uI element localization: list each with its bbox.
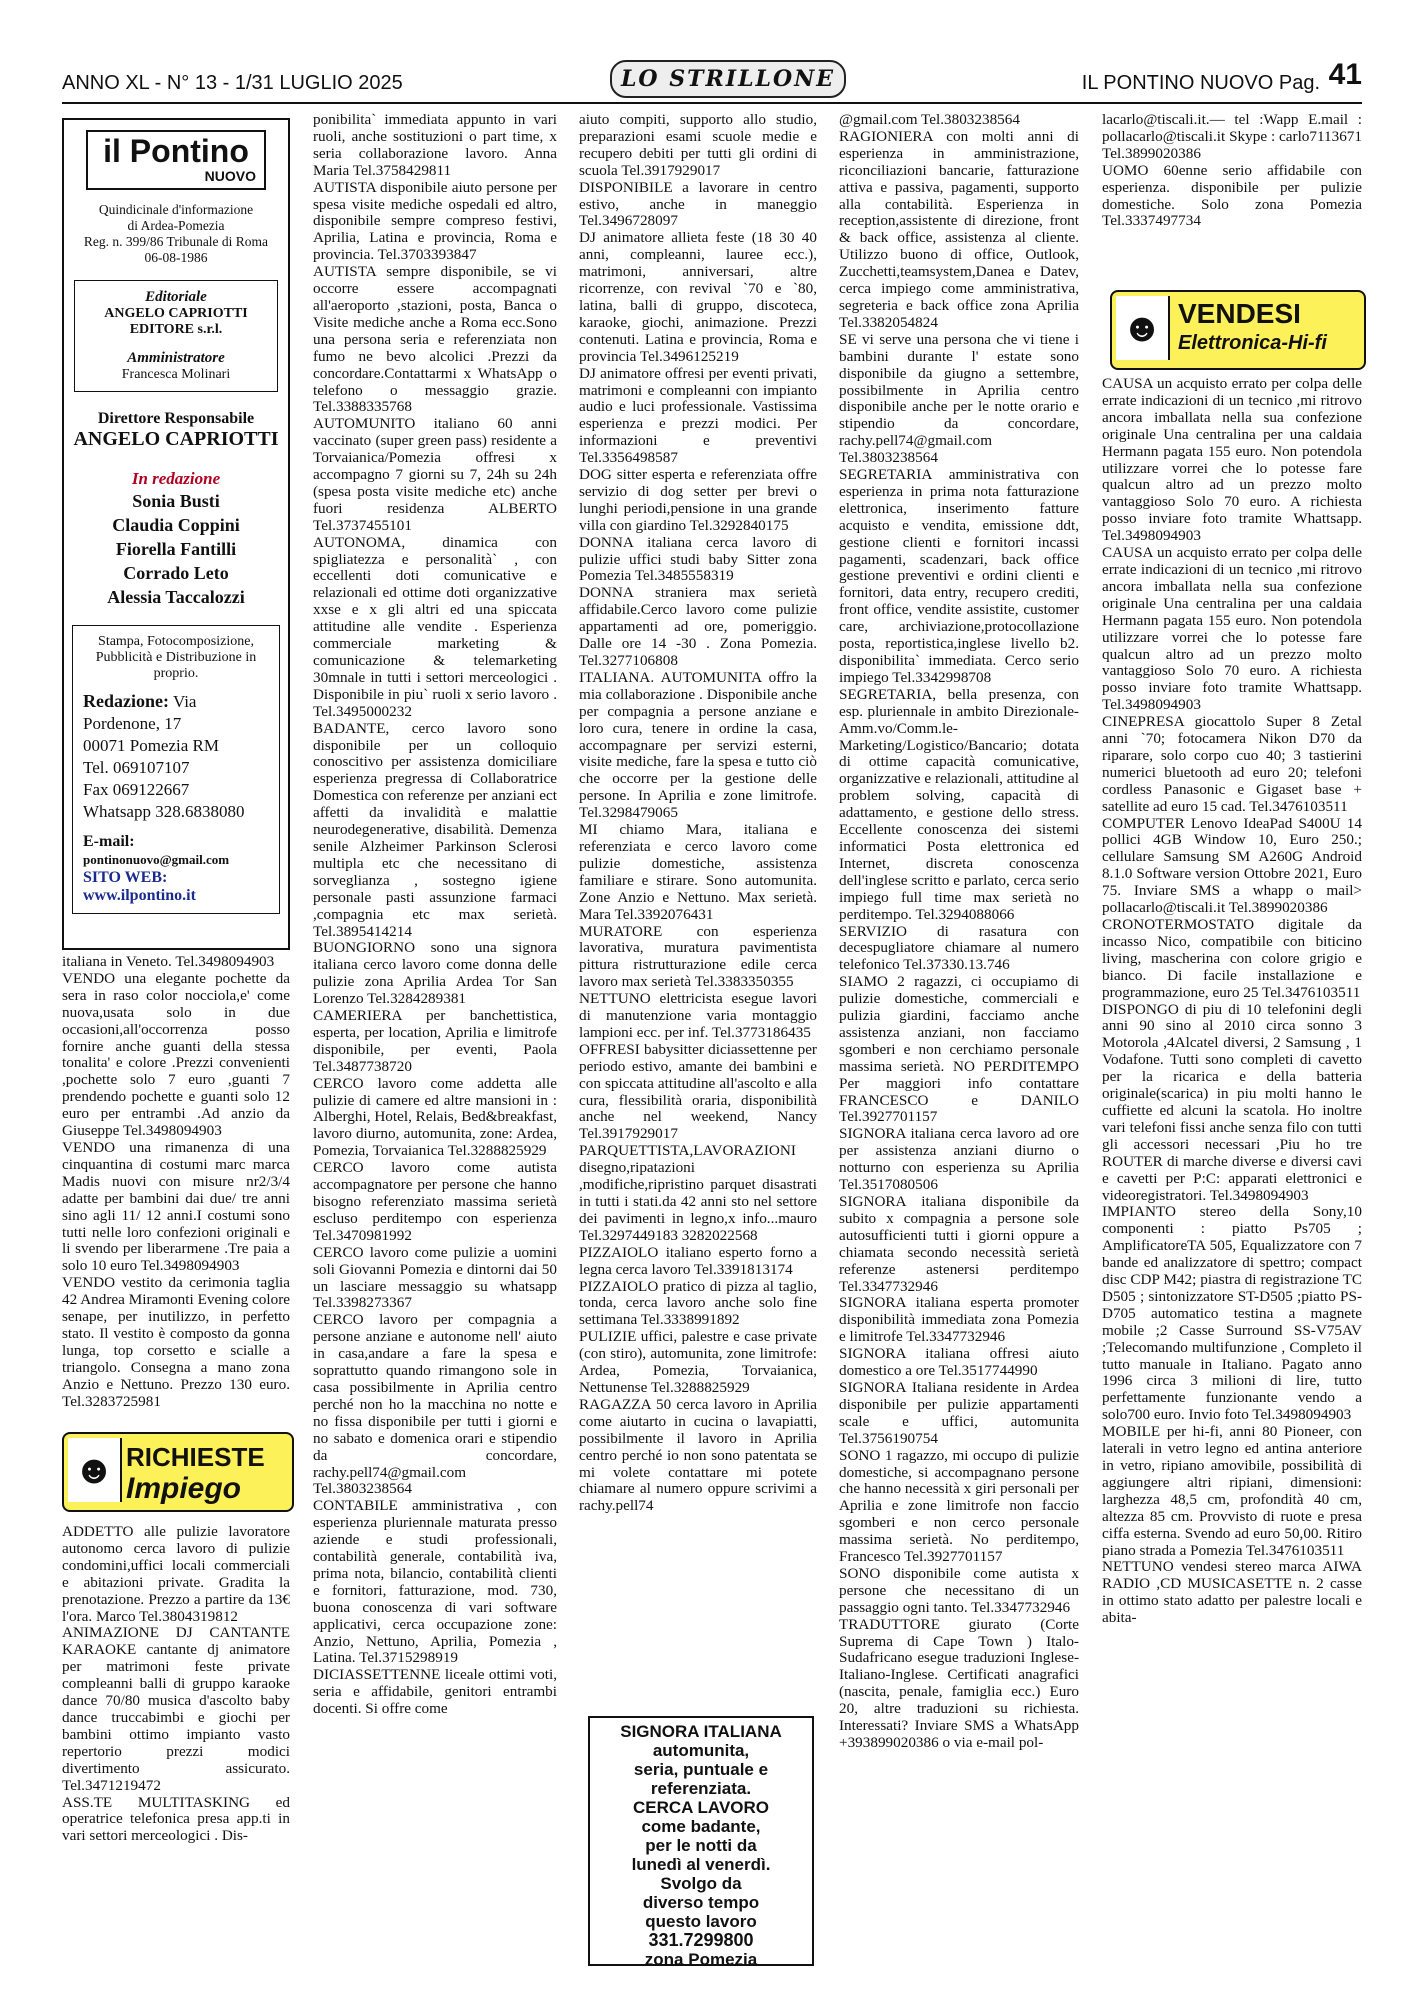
classified-ad: DISPONIBILE a lavorare in centro estivo, anche in maneggio Tel.3496728097	[579, 178, 817, 230]
masthead-box	[62, 118, 290, 950]
column-4	[839, 112, 1079, 1752]
classified-ad: italiana in Veneto. Tel.3498094903	[62, 953, 275, 970]
classified-ad: DONNA italiana cerca lavoro di pulizie uffici studi baby Sitter zona Pomezia Tel.3485558319	[579, 533, 817, 585]
classified-ad: ponibilita` immediata appunto in vari ruoli, anche sostituzioni o part time, x seria collaborazione lavoro. Anna Maria Tel.3758429811	[313, 111, 557, 179]
classified-ad: OFFRESI babysitter diciassettenne per periodo estivo, amante dei bambini e con spiccata attitudine all'ascolto e alla cura, flessibilità oraria, disponibilità anche nel weekend, Nancy Tel.3917929017	[579, 1040, 817, 1143]
badge-subtitle: Elettronica-Hi-fi	[1178, 332, 1327, 354]
editorial-box	[74, 280, 278, 392]
classified-ad: @gmail.com Tel.3803238564	[839, 111, 1020, 128]
column-2	[313, 112, 557, 1718]
column-5	[1102, 112, 1362, 230]
classified-ad: MURATORE con esperienza lavorativa, muratura pavimentista pittura ristrutturazione edile cerca lavoro max serietà Tel.3383350355	[579, 922, 817, 991]
classified-ad: COMPUTER Lenovo IdeaPad S400U 14 pollici 4GB Window 10, Euro 250.; cellulare Samsung SM A260G Android 8.1.0 Software version Ottobre 2021, Euro 75. Inviare SMS a whapp o mail> pollacarlo@tiscali.it Tel.3899020386	[1102, 814, 1362, 917]
classified-ad: AUTONOMA, dinamica con spigliatezza e personalità` , con eccellenti doti comunicative e relazionali ed ottime doti organizzative xxse e x gli altri ed una spiccata attitudine alle vendite . Esperienza commerciale marketing & comunicazione & telemarketing 30mnale in tutti i settori merceologici . Disponibile in piu` ruoli x serio lavoro . Tel.3495000232	[313, 533, 557, 720]
classified-ad: DISPONGO di piu di 10 telefonini degli anni 90 sino al 2010 circa sonno 3 Motorola ,4Alcatel diversi, 2 Samsung , 1 Vodafone. Tutti sono completi di cavetto per la ricarica e della batteria originale(scarica) in piu molti hanno le cuffiette ed alcuni la scatola. Ho inoltre vari telefoni fissi anche senza filo con tutti gli accessori necessari ,Piu ho tre ROUTER di marche diverse e diversi cavi e cavetti per P:C: apparati elettronici e videoregistratori. Tel.3498094903	[1102, 1000, 1362, 1204]
page-number: 41	[1328, 58, 1362, 91]
classified-ad: CERCO lavoro come pulizie a uomini soli Giovanni Pomezia e dintorni dai 50 un lasciare messaggio su whatsapp Tel.3398273367	[313, 1243, 557, 1312]
staff-list	[64, 489, 288, 609]
editoriale-name: ANGELO CAPRIOTTI EDITORE s.r.l.	[104, 306, 248, 337]
ad-line: diverso tempo	[642, 1893, 760, 1912]
classified-ad: DICIASSETTENNE liceale ottimi voti, seria e affidabile, genitori entrambi docenti. Si offre come	[313, 1666, 557, 1718]
redazione-addr: Via Pordenone, 17	[83, 692, 197, 733]
staff-name: Corrado Leto	[123, 563, 229, 583]
lo-strillone-logo: LO STRILLONE	[610, 60, 846, 98]
direttore-label: Direttore Responsabile	[97, 410, 255, 427]
masthead-title-main: il Pontino	[103, 133, 249, 169]
masthead-title	[86, 130, 266, 190]
classified-ad: PARQUETTISTA,LAVORAZIONI disegno,ripatazioni ,modifiche,ripristino parquet disastrati in tutti i stati.da 42 anni sto nel settore dei pavimenti in legno,x info...mauro Tel.3297449183 3282022568	[579, 1142, 817, 1244]
classified-ad: AUTISTA sempre disponibile, se vi occorre essere accompagnati all'aeroporto ,stazioni, posta, Banca o Visite mediche anche a Roma ecc.Sono una persona seria e referenziata non fumo ne bevo alcolici .Prezzi da concordare.Contattarmi x WhatsApp o telefono o messaggio grazie. Tel.3388335768	[313, 263, 557, 416]
classified-ad: CINEPRESA giocattolo Super 8 Zetal anni `70; fotocamera Nikon D70 da riparare, solo corpo cuo 40; 3 tastierini numerici bluetooth ad euro 20; telefoni cordless Panasonic e Gigaset base + satellite ad euro 15 cad. Tel.3476103511	[1102, 713, 1362, 815]
info-line: Reg. n. 399/86 Tribunale di Roma	[83, 234, 269, 249]
classified-ad: aiuto compiti, supporto allo studio, preparazioni esami scuole medie e recupero debiti per tutti gli ordini di scuola Tel.3917929017	[579, 111, 817, 179]
classified-ad: VENDO una elegante pochette da sera in raso color nocciola,e' come nuova,usata solo in due occasioni,all'occorrenza posso fornire anche guanti della stessa tonalita' e colore .Prezzi convenienti ,pochette solo 7 euro ,guanti 7 prendendo pochette e guanti solo 12 euro per entrambi .Ad anzio da Giuseppe Tel.3498094903	[62, 969, 290, 1140]
column-1	[62, 954, 290, 1410]
info-line: di Ardea-Pomezia	[127, 218, 225, 233]
staff-name: Fiorella Fantilli	[115, 539, 237, 559]
direttore-name: ANGELO CAPRIOTTI	[73, 428, 279, 450]
classified-ad: ADDETTO alle pulizie lavoratore autonomo cerca lavoro di pulizie condomini,uffici locali commerciali e abitazioni private. Gradita la prenotazione. Prezzo a partire da 13€ l'ora. Marco Tel.3804319812	[62, 1523, 290, 1625]
ad-line: questo lavoro	[645, 1912, 757, 1931]
classified-ad: SIGNORA italiana cerca lavoro ad ore per assistenza anziani diurno o notturno con esperienza su Aprilia Tel.3517080506	[839, 1125, 1079, 1194]
staff-name: Sonia Busti	[132, 491, 220, 511]
issue-info: ANNO XL - N° 13 - 1/31 LUGLIO 2025	[62, 72, 403, 94]
classified-ad: PULIZIE uffici, palestre e case private (con stiro), automunita, zone limitrofe: Ardea, Pomezia, Torvaianica, Nettunense Tel.3288825929	[579, 1328, 817, 1396]
redazione-label: In redazione	[131, 469, 221, 488]
badge-title: RICHIESTE	[126, 1442, 265, 1472]
classified-ad: SIGNORA Italiana residente in Ardea disponibile per pulizie appartamenti scale e uffici, automunita Tel.3756190754	[839, 1378, 1079, 1447]
classified-ad: MI chiamo Mara, italiana e referenziata e cerco lavoro come pulizie domestiche, assistenza familiare e stirare. Sono automunita. Zone Anzio e Nettuno. Max serietà. Mara Tel.3392076431	[579, 821, 817, 923]
newsboy-icon: ☻	[1116, 296, 1170, 360]
ad-line: per le notti da	[645, 1836, 757, 1855]
classified-ad: DOG sitter esperta e referenziata offre servizio di dog setter per brevi o lunghi periodi,pensione in una grande villa con giardino Tel.3292840175	[579, 466, 817, 534]
classified-ad: ITALIANA. AUTOMUNITA offro la mia collaborazione . Disponibile anche per compagnia a persone anziane e loro cura, tenere in ordine la casa, accompagnare per servizi esterni, visite mediche, fare la spesa e tutto ciò che occorre per la gestione delle persone. In Aprilia e zone limitrofe. Tel.3298479065	[579, 668, 817, 822]
amministratore-name: Francesca Molinari	[121, 367, 231, 382]
classified-ad: CERCO lavoro come autista accompagnatore per persone che hanno bisogno referenziato massima serietà escluso perditempo con esperienza Tel.3470981992	[313, 1159, 557, 1244]
ad-line: Svolgo da	[660, 1874, 742, 1893]
fax: Fax 069122667	[83, 780, 190, 799]
editoriale-label: Editoriale	[145, 289, 207, 305]
classified-ad: CERCO lavoro come addetta alle pulizie di camere ed altre mansioni in : Alberghi, Hotel, Relais, Bed&breakfast, lavoro diurno, automunita, zone: Ardea, Pomezia, Torvaianica Tel.3288825929	[313, 1074, 557, 1160]
classified-ad: SEGRETARIA, bella presenza, con esp. pluriennale in ambito Direzionale-Amm.vo/Comm.le-Marketing/Logistico/Bancario; dotata di ottime capacità comunicative, organizzative e relazionali, attitudine al problem solving, capacità di adattamento, e gestione dello stress. Eccellente conoscenza dei sistemi informatici Posta elettronica ed Internet, discreta conoscenza dell'inglese scritto e parlato, cerca serio impiego full time max serietà no perditempo. Tel.3294088066	[839, 685, 1079, 923]
column-1-continued	[62, 1524, 290, 1845]
classified-ad: SIGNORA italiana disponibile da subito x compagnia a persone sole autosufficienti tutti i giorni oppure a chiamata secondo necessità serietà referenze astenersi perditempo Tel.3347732946	[839, 1193, 1079, 1295]
stampa-text: Stampa, Fotocomposizione, Pubblicità e Distribuzione in proprio.	[95, 634, 257, 681]
page-header	[62, 58, 1362, 104]
classified-ad: SONO disponibile come autista x persone che necessitano di un passaggio ogni tanto. Tel.3347732946	[839, 1564, 1079, 1616]
classified-ad: DJ animatore allieta feste (18 30 40 anni, compleanni, lauree ecc.), matrimoni, anniversari, altre ricorrenze, con revival `70 e `80, latina, balli di gruppo, discoteca, karaoke, giochi, animazione. Prezzi contenuti. Latina e provincia, Roma e provincia Tel.3496125219	[579, 229, 817, 365]
classified-ad: BADANTE, cerco lavoro sono disponibile per un colloquio conoscitivo per assistenza domiciliare esperienza pregressa di Collaboratrice Domestica con referenze per anziani ect affetti da invalidità e malattie neurodegenerative, disabilità. Demenza senile Alzheimer Parkinson Sclerosi multipla etc che necessitano di sorveglianza , sostegno igiene personale pasti assunzione farmaci ,compagnia etc max serietà. Tel.3895414214	[313, 719, 557, 940]
ad-line: automunita,	[652, 1741, 750, 1760]
classified-ad: RAGIONIERA con molti anni di esperienza in amministrazione, riconciliazioni bancarie, fatturazione attiva e passiva, pagamenti, supporto alla contabilità. Esperienza in reception,assistente di direzione, front & back office, assistenza al cliente. Utilizzo buono di office, Outlook, Zucchetti,teamsystem,Danea e Datev, cerca impiego come amministrativa, segreteria e back office zona Aprilia Tel.3382054824	[839, 127, 1079, 331]
email-line	[77, 833, 275, 869]
redazione-addr-label: Redazione:	[83, 691, 169, 711]
website-link[interactable]: SITO WEB: www.ilpontino.it	[83, 869, 196, 904]
contact-box	[72, 625, 280, 914]
classified-ad: UOMO 60enne serio affidabile con esperienza. disponibile per pulizie domestiche. Solo zona Pomezia Tel.3337497734	[1102, 161, 1362, 230]
classified-ad: SIGNORA italiana esperta promoter disponibilità immediata zona Pomezia e limitrofe Tel.3347732946	[839, 1294, 1079, 1346]
classified-ad: BUONGIORNO sono una signora italiana cerco lavoro come donna delle pulizie zona Aprilia Ardea Tor San Lorenzo Tel.3284289381	[313, 939, 557, 1008]
amministratore-label: Amministratore	[127, 350, 225, 366]
classified-ad: VENDO una rimanenza di una cinquantina di costumi marc marca Madis nuovi con misure nr2/3/4 adatte per bambini dai due/ tre anni sino agli 11/ 12 anni.I costumi sono tutti nelle loro confezioni originali e li svendo per liberarmene .Tre paia a solo 10 euro Tel.3498094903	[62, 1138, 290, 1275]
classified-ad: DJ animatore offresi per eventi privati, matrimoni e compleanni con impianto audio e luci professionale. Vastissima esperienza e prezzi modici. Per informazioni e preventivi Tel.3356498587	[579, 364, 817, 467]
classified-ad: SIAMO 2 ragazzi, ci occupiamo di pulizie domestiche, commerciali e pulizia giardini, facciamo anche assistenza anziani, non facciamo sgomberi e non cerchiamo personale massima serietà. NO PERDITEMPO Per maggiori info contattare FRANCESCO e DANILO Tel.3927701157	[839, 973, 1079, 1126]
classified-ad: CERCO lavoro per compagnia a persone anziane e autonome nell' aiuto in casa,andare a fare la spesa e soprattutto quando rimangono sole in casa possibilmente in Aprilia centro perché non ho la macchina no notte e no fissa disponibile per tutti i giorni e no sabato e domenica orari e stipendio da concordare, rachy.pell74@gmail.com Tel.3803238564	[313, 1311, 557, 1498]
classified-ad: lacarlo@tiscali.it.— tel :Wapp E.mail : pollacarlo@tiscali.it Skype : carlo7113671 Tel.3899020386	[1102, 111, 1362, 162]
staff-name: Alessia Taccalozzi	[107, 587, 245, 607]
newsboy-icon: ☻	[68, 1438, 122, 1502]
email-address[interactable]: pontinonuovo@gmail.com	[83, 852, 230, 867]
city: 00071 Pomezia RM	[83, 736, 219, 755]
classified-ad: CAUSA un acquisto errato per colpa delle errate indicazioni di un tecnico ,mi ritrovo ancora imballata nella sua confezione originale Una centralina per una caldaia Hermann pagata 155 euro. Non potendola utilizzare vorrei che lo potesse fare qualcun altro ad un prezzo molto vantaggioso Solo 70 euro. A richiesta posso inviare foto tramite Whattsapp. Tel.3498094903	[1102, 375, 1362, 545]
column-5-continued	[1102, 376, 1362, 1627]
ad-line: CERCA LAVORO	[633, 1798, 769, 1817]
classified-ad: SERVIZIO di rasatura con decespugliatore chiamare al numero telefonico Tel.37330.13.746	[839, 922, 1079, 974]
classified-ad: IMPIANTO stereo della Sony,10 componenti : piatto Ps705 ; AmplificatoreTA 505, Equalizzatore con 7 bande ed analizzatore di spettro; compact disc CDP M42; piastra di registrazione TC D505 ; sintonizzatore ST-D505 ;piatto PS-D705 automatico testina a magnete mobile ;2 Casse Surround SS-V75AV ;Telecomando multifunzione , Completo il tutto manuale in Italiano. Pagato anno 1996 circa 3 milioni di lire, tutto perfettamente funzionante vendo a solo700 euro. Invio foto Tel.3498094903	[1102, 1203, 1362, 1424]
info-line: Quindicinale d'informazione	[98, 202, 254, 217]
badge-title: VENDESI	[1178, 298, 1301, 329]
classified-ad: CRONOTERMOSTATO digitale da incasso Nico, compatibile con biticino living, mascherina con colore grigio e bianco. Di facile installazione e programmazione, euro 25 Tel.3476103511	[1102, 916, 1362, 1001]
classified-ad: PIZZAIOLO pratico di pizza al taglio, tonda, cerca lavoro anche solo fine settimana Tel.3338991892	[579, 1277, 817, 1329]
classified-ad: CAMERIERA per banchettistica, esperta, per location, Aprilia e limitrofe disponibile, per eventi, Paola Tel.3487738720	[313, 1007, 557, 1075]
tel: Tel. 069107107	[83, 758, 190, 777]
whatsapp: Whatsapp 328.6838080	[83, 802, 245, 821]
ad-line: seria, puntuale e	[633, 1760, 769, 1779]
classified-ad: PIZZAIOLO italiano esperto forno a legna cerca lavoro Tel.3391813174	[579, 1243, 817, 1278]
column-3	[579, 112, 817, 1515]
classified-ad: MOBILE per hi-fi, anni 80 Pioneer, con laterali in vetro legno ed antina anteriore in vetro, ripiano amovibile, possibilità di aggiungere altri ripiani, dimensioni: larghezza 48,5 cm, profondità 40 cm, altezza 85 cm. Provvisto di ruote e presa ciffa esterna. Svendo ad euro 50,00. Ritiro piano strada a Pomezia Tel.3476103511	[1102, 1423, 1362, 1559]
richieste-impiego-badge	[62, 1432, 294, 1512]
info-line: 06-08-1986	[144, 250, 208, 265]
ad-line: lunedì al venerdì.	[631, 1855, 771, 1874]
ad-phone: 331.7299800	[648, 1930, 754, 1950]
classified-ad: CAUSA un acquisto errato per colpa delle errate indicazioni di un tecnico ,mi ritrovo ancora imballata nella sua confezione originale Una centralina per una caldaia Hermann pagata 155 euro. Non potendola utilizzare vorrei che lo potesse fare qualcun altro ad un prezzo molto vantaggioso Solo 70 euro. A richiesta posso inviare foto tramite Whattsapp. Tel.3498094903	[1102, 544, 1362, 714]
ad-line: SIGNORA ITALIANA	[620, 1722, 782, 1741]
classified-ad: SE vi serve una persona che vi tiene i bambini durante l' estate sono disponibile da giugno a settembre, possibilmente in Aprilia centro disponibile anche per le notte orario e stipendio da concordare, rachy.pell74@gmail.com Tel.3803238564	[839, 330, 1079, 467]
publication-name: IL PONTINO NUOVO Pag.	[1081, 72, 1320, 94]
vendesi-elettronica-badge	[1110, 290, 1366, 370]
classified-ad: NETTUNO elettricista esegue lavori di manutenzione varia montaggio lampioni ecc. per inf. Tel.3773186435	[579, 990, 817, 1041]
ad-line: referenziata.	[650, 1779, 752, 1798]
ad-place: zona Pomezia	[644, 1950, 758, 1969]
classified-ad: SIGNORA italiana offresi aiuto domestico a ore Tel.3517744990	[839, 1345, 1079, 1380]
email-label: E-mail:	[83, 833, 135, 850]
classified-ad: NETTUNO vendesi stereo marca AIWA RADIO ,CD MUSICASETTE n. 2 casse in ottimo stato adatto per palestre locali e abita-	[1102, 1558, 1362, 1627]
redazione-address	[77, 690, 275, 735]
classified-ad: AUTISTA disponibile aiuto persone per spesa visite mediche ospedali ed altro, disponibile sempre compreso festivi, Aprilia, Latina e provincia, Roma e provincia. Tel.3703393847	[313, 178, 557, 264]
classified-ad: TRADUTTORE giurato (Corte Suprema di Cape Town ) Italo-Sudafricano esegue traduzioni Inglese-Italiano-Inglese. Certificati anagrafici (nascita, penale, famiglia ecc.) Euro 20, altre traduzioni su richiesta. Interessati? Inviare SMS a WhatsApp +393899020386 o via e-mail pol-	[839, 1615, 1079, 1751]
classified-ad: SEGRETARIA amministrativa con esperienza in prima nota fatturazione elettronica, inserimento fatture acquisto e vendita, emissione ddt, gestione clienti e fornitori incassi pagamenti, scadenzari, back office gestione preventivi e ordini clienti e fornitori, data entry, recupero crediti, front office, vendite assistite, customer care, archiviazione,protocollazione posta, reportistica,inglese livello b2. disponibilita` immediata. Cerco serio impiego Tel.3342998708	[839, 466, 1079, 686]
badge-subtitle: Impiego	[126, 1472, 242, 1505]
boxed-ad-signora	[588, 1716, 814, 1969]
staff-name: Claudia Coppini	[112, 515, 240, 535]
masthead-info	[64, 202, 288, 266]
classified-ad: DONNA straniera max serietà affidabile.Cerco lavoro come pulizie appartamenti ad ore, pomeriggio. Dalle ore 14 -30 . Zona Pomezia. Tel.3277106808	[579, 584, 817, 669]
classified-ad: ASS.TE MULTITASKING ed operatrice telefonica presa app.ti in vari settori merceologici . Dis-	[62, 1793, 290, 1845]
masthead-title-sub: NUOVO	[204, 168, 256, 184]
classified-ad: ANIMAZIONE DJ CANTANTE KARAOKE cantante dj animatore per matrimoni feste private compleanni balli di gruppo karaoke dance 70/80 musica d'ascolto baby dance truccabimbi e giochi per bambini ottimo impianto vasto repertorio prezzi modici divertimento assicurato. Tel.3471219472	[62, 1624, 290, 1794]
ad-line: come badante,	[641, 1817, 761, 1836]
classified-ad: RAGAZZA 50 cerca lavoro in Aprilia come aiutarto in cucina o lavapiatti, possibilmente il lavoro in Aprilia centro perché io non sono patentata se mi volete contattare mi potete chiamare al numero oppure scrivimi a rachy.pell74	[579, 1395, 817, 1515]
classified-ad: SONO 1 ragazzo, mi occupo di pulizie domestiche, si accompagnano persone che hanno necessità x giri personali per Aprilia e zone limitrofe non faccio sgomberi e non cerco personale massima serietà. No perditempo, Francesco Tel.3927701157	[839, 1446, 1079, 1566]
classified-ad: VENDO vestito da cerimonia taglia 42 Andrea Miramonti Evening colore senape, per inutilizzo, in perfetto stato. Il vestito è composto da gonna lunga, top corsetto e scialle a triangolo. Consegna a mano zona Anzio e Nettuno. Prezzo 130 euro. Tel.3283725981	[62, 1274, 290, 1410]
classified-ad: CONTABILE amministrativa , con esperienza pluriennale maturata presso aziende e studi professionali, contabilità generale, contabilità iva, prima nota, bilancio, contabilità clienti e fornitori, fatturazione, mod. 730, buona conoscenza di vari software applicativi, cerca occupazione zone: Anzio, Nettuno, Aprilia, Pomezia , Latina. Tel.3715298919	[313, 1497, 557, 1667]
classified-ad: AUTOMUNITO italiano 60 anni vaccinato (super green pass) residente a Torvaianica/Pomezia offresi x accompagno 7 giorni su 7, 24h su 24h (spesa posta visite mediche etc) anche fuori residenza ALBERTO Tel.3737455101	[313, 415, 557, 534]
